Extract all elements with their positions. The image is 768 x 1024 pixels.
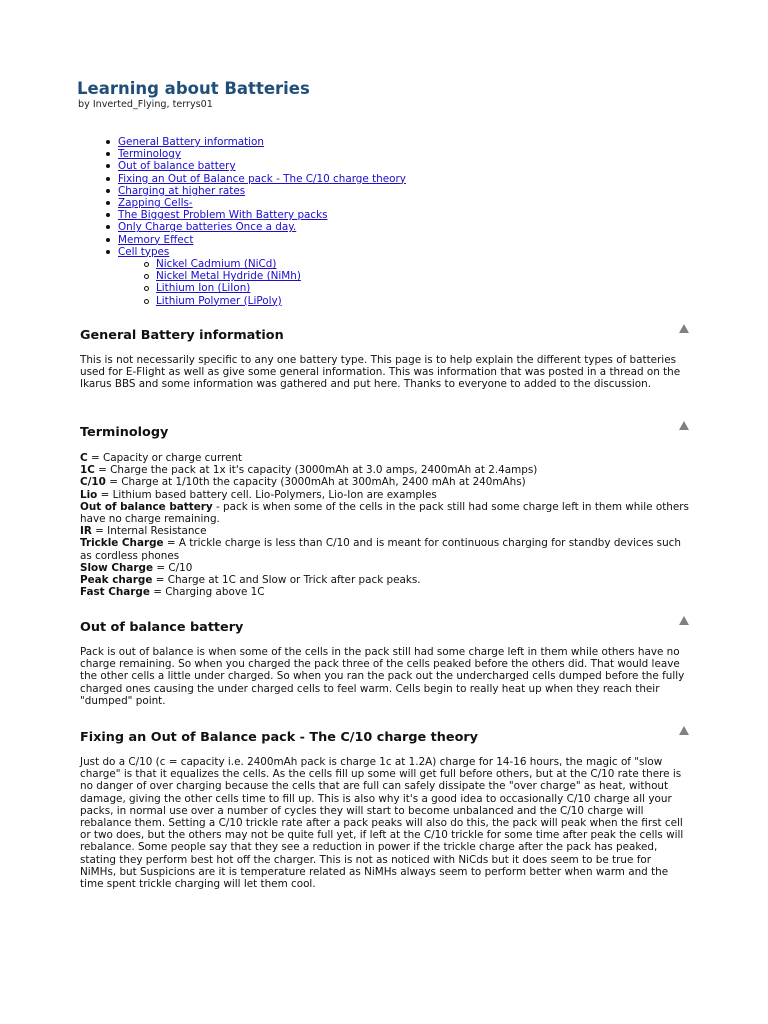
term-label: Trickle Charge xyxy=(80,537,164,550)
term-definition: = Capacity or charge current xyxy=(87,452,243,464)
toc-subitem xyxy=(156,282,406,294)
toc-link-general[interactable]: General Battery information xyxy=(118,136,264,148)
back-to-top-icon[interactable] xyxy=(679,726,689,735)
page-title: Learning about Batteries xyxy=(77,79,310,98)
term-definition: = A trickle charge is less than C/10 and is meant for continuous charging for standby devices such as cordless phones xyxy=(80,537,681,562)
term-label: IR xyxy=(80,525,92,538)
terms-list xyxy=(80,452,690,598)
term-row xyxy=(80,476,690,488)
toc-item xyxy=(118,148,406,160)
term-definition: - pack is when some of the cells in the pack still had some charge left in them while others have no charge remaining. xyxy=(80,500,689,526)
toc-link-higher-rates[interactable]: Charging at higher rates xyxy=(118,184,246,197)
toc-subitem xyxy=(156,258,406,270)
table-of-contents xyxy=(118,136,406,307)
toc-link-once-a-day[interactable]: Only Charge batteries Once a day. xyxy=(118,221,297,234)
toc-link-liion[interactable]: Lithium Ion (LiIon) xyxy=(156,282,251,295)
section-terminology xyxy=(80,425,690,598)
toc-link-biggest-problem[interactable]: The Biggest Problem With Battery packs xyxy=(118,209,328,222)
back-to-top-icon[interactable] xyxy=(679,616,689,625)
toc-item xyxy=(118,185,406,197)
toc-link-nicd[interactable]: Nickel Cadmium (NiCd) xyxy=(156,258,277,271)
toc-item xyxy=(118,160,406,172)
toc-link-out-of-balance[interactable]: Out of balance battery xyxy=(118,160,236,173)
term-row xyxy=(80,537,690,561)
term-label: C/10 xyxy=(80,476,106,489)
toc-item xyxy=(118,209,406,221)
term-definition: = Charging above 1C xyxy=(149,586,265,599)
toc-item xyxy=(118,136,406,148)
toc-subitem xyxy=(156,295,406,307)
term-label: Out of balance battery xyxy=(80,500,213,513)
section-heading: General Battery information xyxy=(80,328,284,343)
term-label: C xyxy=(80,452,88,464)
section-out-of-balance xyxy=(80,620,690,707)
term-definition: = Charge at 1/10th the capacity (3000mAh at 300mAh, 2400 mAh at 240mAhs) xyxy=(105,476,526,489)
term-label: Lio xyxy=(80,488,98,501)
term-definition: = Charge the pack at 1x it's capacity (3000mAh at 3.0 amps, 2400mAh at 2.4amps) xyxy=(94,464,538,477)
section-heading: Terminology xyxy=(80,425,169,440)
toc-link-nimh[interactable]: Nickel Metal Hydride (NiMh) xyxy=(156,270,301,283)
toc-link-memory-effect[interactable]: Memory Effect xyxy=(118,233,194,246)
toc-item xyxy=(118,234,406,246)
term-row xyxy=(80,574,690,586)
toc-item xyxy=(118,246,406,307)
toc-link-lipoly[interactable]: Lithium Polymer (LiPoly) xyxy=(156,294,282,307)
term-definition: = Lithium based battery cell. Lio-Polymers, Lio-Ion are examples xyxy=(97,488,437,501)
section-body: Just do a C/10 (c = capacity i.e. 2400mAh pack is charge 1c at 1.2A) charge for 14-16 hours, the magic of "slow charge" is that it equalizes the cells. As the cells fill up some will get full before others, but at the C/10 rate there is no danger of over charging because the cells that are full can safely dissipate the "over charge" as heat, without damage, giving the other cells time to fill up. This is also why it's a good idea to occasionally C/10 charge all your packs, in normal use over a number of cycles they will start to become unbalanced and the C/10 charge will rebalance them. Setting a C/10 trickle rate after a pack peaks will also do this, the pack will peak when the first cell or two does, but the others may not be quite full yet, if left at the C/10 trickle for some time after peak the cells will rebalance. Some people say that they see a reduction in power if the trickle charge after the pack has peaked, stating they perform best hot off the charger. This is not as noticed with NiCds but it does seem to be true for NiMHs, but Suspicions are it is temperature related as NiMHs always seem to perform better when warm and the time spent trickle charging will let them cool. xyxy=(80,756,684,891)
section-heading: Out of balance battery xyxy=(80,620,244,635)
term-row xyxy=(80,489,690,501)
toc-item xyxy=(118,197,406,209)
term-label: Fast Charge xyxy=(80,586,150,599)
toc-link-terminology[interactable]: Terminology xyxy=(118,148,182,161)
toc-sublist xyxy=(118,258,406,307)
term-definition: = Internal Resistance xyxy=(91,525,207,538)
term-row xyxy=(80,525,690,537)
term-label: 1C xyxy=(80,464,95,477)
term-label: Peak charge xyxy=(80,574,153,587)
term-definition: = C/10 xyxy=(153,561,193,574)
toc-link-fixing[interactable]: Fixing an Out of Balance pack - The C/10 charge theory xyxy=(118,172,406,185)
section-body: This is not necessarily specific to any one battery type. This page is to help explain the different types of batteries used for E-Flight as well as give some general information. This was information that was posted in a thread on the Ikarus BBS and some information was gathered and put here. Thanks to everyone to added to the discussion. xyxy=(80,354,681,391)
term-label: Slow Charge xyxy=(80,561,154,574)
section-general xyxy=(80,328,690,391)
toc-subitem xyxy=(156,270,406,282)
section-heading: Fixing an Out of Balance pack - The C/10 charge theory xyxy=(80,730,479,745)
term-definition: = Charge at 1C and Slow or Trick after pack peaks. xyxy=(152,574,421,587)
back-to-top-icon[interactable] xyxy=(679,324,689,333)
section-body: Pack is out of balance is when some of the cells in the pack still had some charge left in them while others have no charge remaining. So when you charged the pack three of the cells peaked before the others did. That would leave the other cells a little under charged. So when you ran the pack out the undercharged cells dumped before the fully charged ones causing the under charged cells to feel warm. Cells begin to really heat up when they reach their "dumped" point. xyxy=(80,646,685,707)
toc-link-zapping[interactable]: Zapping Cells- xyxy=(118,197,193,210)
back-to-top-icon[interactable] xyxy=(679,421,689,430)
term-row xyxy=(80,562,690,574)
byline: by Inverted_Flying, terrys01 xyxy=(78,99,213,110)
toc-item xyxy=(118,173,406,185)
term-row xyxy=(80,501,690,525)
term-row xyxy=(80,586,690,598)
section-fixing xyxy=(80,730,690,890)
term-row xyxy=(80,452,690,464)
toc-link-cell-types[interactable]: Cell types xyxy=(118,245,170,258)
term-row xyxy=(80,464,690,476)
toc-item xyxy=(118,221,406,233)
